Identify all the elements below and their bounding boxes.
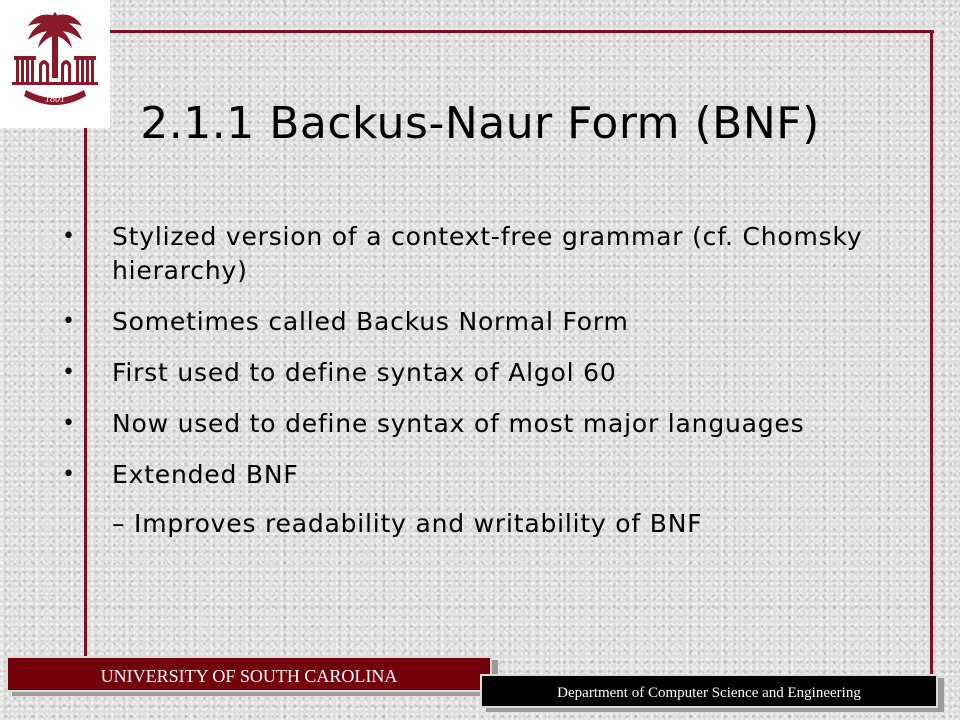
bullet-item (62, 407, 922, 441)
bullet-list (62, 220, 922, 541)
bullet-dot: • (62, 309, 76, 334)
university-footer-banner: UNIVERSITY OF SOUTH CAROLINA (6, 656, 492, 692)
logo-year: 1801 (45, 94, 65, 105)
bullet-item (62, 305, 922, 339)
bullet-item (62, 458, 922, 492)
bullet-text: Sometimes called Backus Normal Form (112, 307, 629, 336)
bullet-text: Extended BNF (112, 460, 299, 489)
bullet-text: Stylized version of a context-free grammar (cf. Chomsky hierarchy) (112, 222, 863, 285)
sub-bullet-text: – Improves readability and writability of BNF (112, 509, 703, 538)
bullet-dot: • (62, 360, 76, 385)
frame-top-border (84, 30, 934, 33)
bullet-text: Now used to define syntax of most major languages (112, 409, 805, 438)
bullet-dot: • (62, 224, 76, 249)
bullet-text: First used to define syntax of Algol 60 (112, 358, 617, 387)
bullet-dot: • (62, 462, 76, 487)
bullet-dot: • (62, 411, 76, 436)
slide-title: 2.1.1 Backus-Naur Form (BNF) (140, 98, 820, 149)
department-footer-banner: Department of Computer Science and Engineering (480, 674, 938, 708)
bullet-item (62, 220, 922, 288)
bullet-item (62, 356, 922, 390)
